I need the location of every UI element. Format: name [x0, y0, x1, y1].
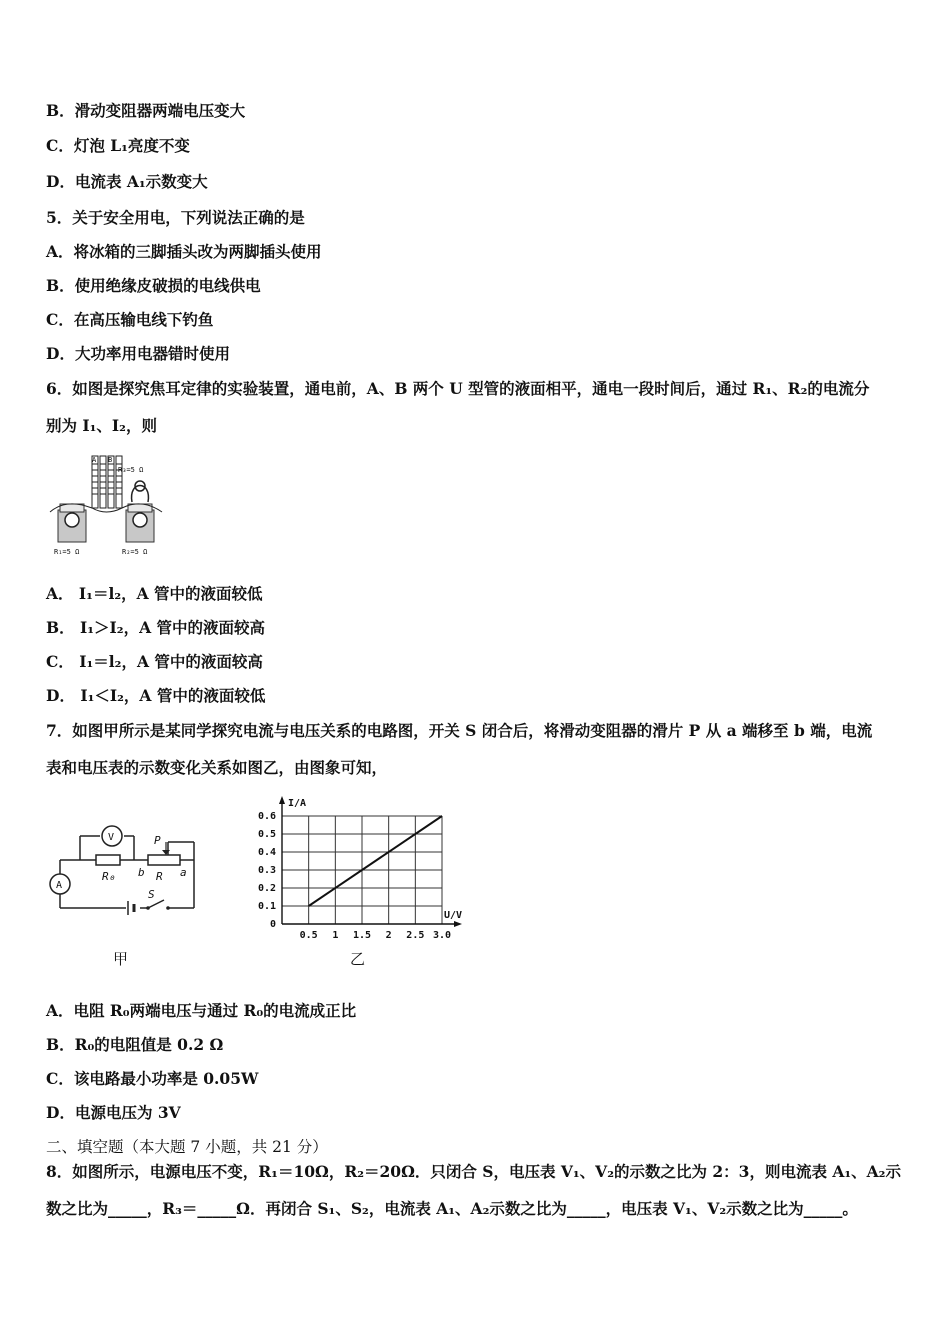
r-label: R [156, 870, 163, 883]
label-a: A [92, 456, 97, 464]
q6-option-b: B． I₁＞I₂，A 管中的液面较高 [46, 618, 265, 637]
q6-stem-line1: 6．如图是探究焦耳定律的实验装置，通电前，A、B 两个 U 型管的液面相平，通电一段时间后，通过 R₁、R₂的电流分 [46, 379, 870, 398]
label-r3: R₃=5 Ω [118, 466, 144, 474]
r3-loop [132, 486, 149, 503]
label-r2: R₂=5 Ω [122, 548, 148, 556]
b-end-label: b [138, 866, 145, 879]
x-axis-label: U/V [444, 910, 463, 921]
joule-law-apparatus-figure [46, 450, 164, 560]
switch-s [148, 900, 164, 908]
resistor-r0 [96, 855, 120, 865]
label-r1: R₁=5 Ω [54, 548, 80, 556]
slider-p-label: P [154, 834, 161, 847]
q7-option-c: C．该电路最小功率是 0.05W [46, 1069, 259, 1088]
caption-yi: 乙 [350, 950, 366, 968]
q5-option-c: C．在高压输电线下钓鱼 [46, 310, 214, 329]
q7-stem-line1: 7．如图甲所示是某同学探究电流与电压关系的电路图，开关 S 闭合后，将滑动变阻器的滑片 P 从 a 端移至 b 端，电流 [46, 721, 873, 740]
r0-label: R₀ [102, 870, 116, 883]
x-axis-arrow [454, 921, 462, 927]
y-axis-label: I/A [288, 798, 307, 809]
q8-line1: 8．如图所示，电源电压不变，R₁＝10Ω，R₂＝20Ω．只闭合 S，电压表 V₁、V₂的示数之比为 2：3，则电流表 A₁、A₂示 [46, 1162, 901, 1181]
y-tick-label: 0.6 [257, 811, 276, 822]
x-tick-label: 1 [332, 930, 339, 941]
section2-heading: 二、填空题（本大题 7 小题，共 21 分） [46, 1138, 328, 1156]
q5-option-a: A．将冰箱的三脚插头改为两脚插头使用 [46, 242, 322, 261]
q4-option-d: D．电流表 A₁示数变大 [46, 172, 208, 191]
q8-line2: 数之比为_____，R₃＝_____Ω．再闭合 S₁、S₂，电流表 A₁、A₂示数之比为_____，电压表 V₁、V₂示数之比为_____。 [46, 1199, 858, 1218]
q7-stem-line2: 表和电压表的示数变化关系如图乙，由图象可知， [46, 758, 388, 777]
q5-stem: 5．关于安全用电，下列说法正确的是 [46, 208, 305, 227]
x-tick-label: 1.5 [352, 930, 372, 941]
a-end-label: a [180, 866, 187, 879]
series-line [309, 816, 442, 906]
y-tick-label: 0 [269, 919, 276, 930]
iu-graph-yi [250, 792, 470, 944]
switch-label: S [148, 888, 155, 901]
q7-option-a: A．电阻 R₀两端电压与通过 R₀的电流成正比 [46, 1001, 357, 1020]
y-axis-arrow [279, 796, 285, 804]
voltmeter-label: V [108, 832, 115, 843]
y-tick-label: 0.5 [257, 829, 276, 840]
x-tick-label: 3.0 [432, 930, 452, 941]
y-tick-label: 0.2 [257, 883, 276, 894]
q5-option-d: D．大功率用电器错时使用 [46, 344, 230, 363]
q6-stem-line2: 别为 I₁、I₂，则 [46, 416, 157, 435]
q7-option-b: B．R₀的电阻值是 0.2 Ω [46, 1035, 224, 1054]
x-tick-label: 2.5 [406, 930, 425, 941]
ammeter-label: A [56, 880, 63, 891]
q6-option-a: A． I₁＝l₂，A 管中的液面较低 [46, 584, 263, 603]
label-b: B [108, 456, 113, 464]
y-tick-label: 0.3 [257, 865, 276, 876]
x-tick-label: 0.5 [299, 930, 318, 941]
right-air-bulb [133, 513, 147, 527]
y-tick-label: 0.4 [257, 847, 276, 858]
left-air-bulb [65, 513, 79, 527]
q6-option-c: C． I₁＝l₂，A 管中的液面较高 [46, 652, 263, 671]
circuit-diagram-jia [44, 818, 200, 920]
caption-jia: 甲 [113, 950, 129, 968]
q7-option-d: D．电源电压为 3V [46, 1103, 181, 1122]
x-tick-label: 2 [385, 930, 392, 941]
q6-option-d: D． I₁＜I₂，A 管中的液面较低 [46, 686, 266, 705]
q5-option-b: B．使用绝缘皮破损的电线供电 [46, 276, 261, 295]
q4-option-c: C．灯泡 L₁亮度不变 [46, 136, 190, 155]
rheostat-r [148, 855, 180, 865]
y-tick-label: 0.1 [257, 901, 276, 912]
q4-option-b: B．滑动变阻器两端电压变大 [46, 101, 246, 120]
